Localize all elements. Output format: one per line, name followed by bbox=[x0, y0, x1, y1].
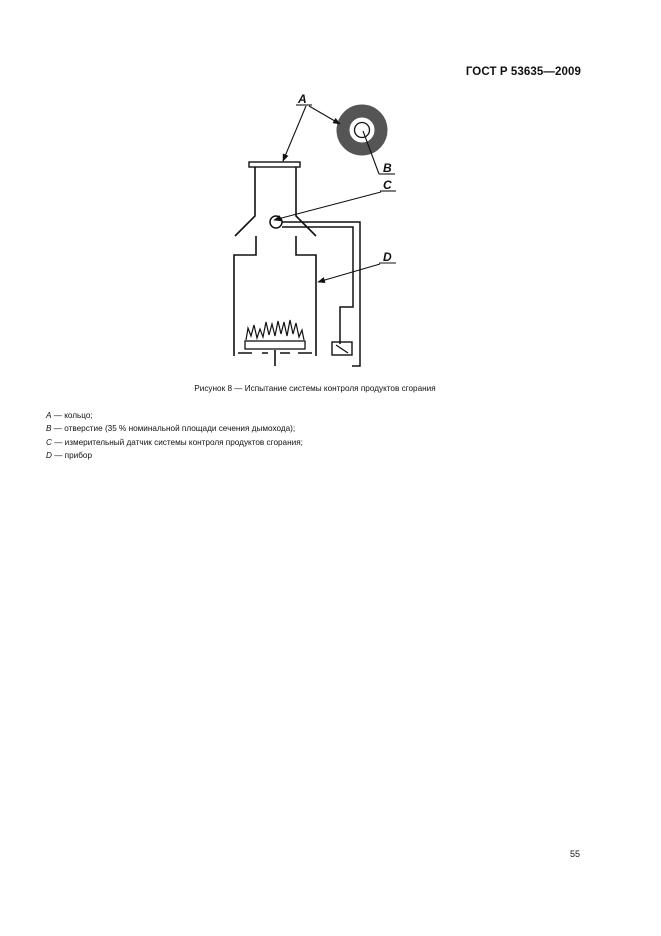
label-b: B bbox=[383, 161, 392, 175]
flue-left-wall bbox=[235, 167, 255, 236]
leader-a-to-detail bbox=[309, 106, 340, 124]
legend-letter: C bbox=[46, 437, 52, 447]
legend-item-a bbox=[46, 409, 303, 422]
leader-c bbox=[274, 192, 381, 220]
burner bbox=[245, 341, 305, 349]
figure-caption: Рисунок 8 — Испытание системы контроля продуктов сгорания bbox=[194, 384, 436, 393]
legend-text: — измерительный датчик системы контроля продуктов сгорания; bbox=[51, 437, 303, 447]
label-d: D bbox=[383, 250, 392, 264]
flue-right-wall bbox=[296, 167, 316, 236]
combustion-control-test-figure bbox=[220, 85, 420, 375]
legend-letter: D bbox=[46, 450, 52, 460]
instrument-mark bbox=[336, 345, 348, 353]
sensor-cable bbox=[282, 222, 360, 366]
legend-text: — прибор bbox=[51, 450, 93, 460]
legend-item-d bbox=[46, 449, 303, 462]
legend-text: — отверстие (35 % номинальной площади сечения дымохода); bbox=[51, 424, 296, 434]
leader-a-to-ring bbox=[283, 106, 306, 161]
legend-item-b bbox=[46, 422, 303, 435]
legend-letter: A bbox=[46, 411, 52, 420]
label-a: A bbox=[298, 92, 307, 106]
leader-d bbox=[318, 264, 380, 282]
legend-letter: B bbox=[46, 424, 52, 434]
page-header: ГОСТ Р 53635—2009 bbox=[465, 66, 581, 78]
legend-text: — кольцо; bbox=[51, 411, 93, 420]
opening-hole bbox=[355, 123, 370, 138]
burner-flames bbox=[246, 320, 304, 340]
flue-ring bbox=[249, 162, 300, 167]
legend-item-c bbox=[46, 436, 303, 449]
sensor bbox=[270, 216, 282, 228]
page-number: 55 bbox=[569, 849, 580, 859]
legend bbox=[46, 409, 303, 462]
label-c: C bbox=[383, 178, 392, 192]
